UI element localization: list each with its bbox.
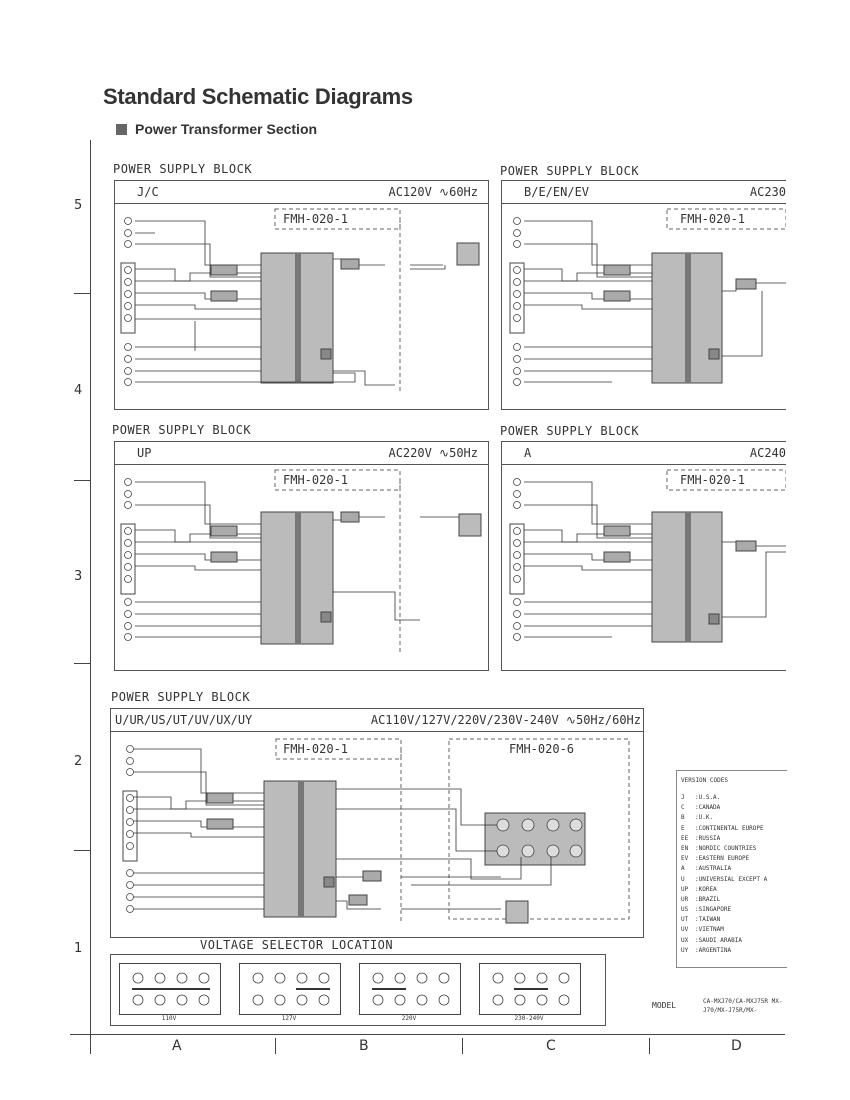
version-code-row	[677, 855, 787, 865]
grid-row-label: 1	[74, 941, 83, 956]
region-label: J/C	[137, 185, 159, 199]
version-name: :ARGENTINA	[695, 946, 732, 954]
version-code: UP	[681, 885, 689, 893]
version-name: :EASTERN EUROPE	[695, 855, 750, 863]
version-name: :VIETNAM	[695, 926, 724, 934]
grid-row-label: 4	[74, 383, 83, 398]
grid-row-label: 2	[74, 754, 83, 769]
block-title-jc: POWER SUPPLY BLOCK	[113, 162, 253, 176]
block-title-u: POWER SUPPLY BLOCK	[111, 690, 251, 704]
region-label: B/E/EN/EV	[524, 185, 590, 199]
version-code: B	[681, 814, 685, 822]
version-code-row	[677, 876, 787, 886]
version-code-row	[677, 814, 787, 824]
version-name: :KOREA	[695, 885, 717, 893]
grid-tick	[649, 1038, 650, 1054]
grid-tick	[74, 293, 90, 294]
version-name: :NORDIC COUNTRIES	[695, 844, 757, 852]
version-code-row	[677, 804, 787, 814]
model-label: FMH-020-1	[283, 473, 349, 487]
section-title-text: Power Transformer Section	[135, 121, 318, 137]
page-title: Standard Schematic Diagrams	[103, 84, 413, 109]
square-bullet-icon	[116, 124, 127, 135]
version-code: UY	[681, 946, 689, 954]
version-code: EN	[681, 844, 689, 852]
panel-u	[110, 708, 644, 938]
version-code: U	[681, 875, 685, 883]
selector-127v	[239, 963, 341, 1015]
version-name: :RUSSIA	[695, 834, 721, 842]
voltage-selector-title: VOLTAGE SELECTOR LOCATION	[200, 938, 394, 952]
selector-diagram	[360, 964, 460, 1014]
version-code-row	[677, 947, 787, 957]
selector-220v	[359, 963, 461, 1015]
version-codes-box	[676, 770, 787, 968]
model-label: FMH-020-1	[283, 742, 349, 756]
block-title-beenev: POWER SUPPLY BLOCK	[500, 164, 640, 178]
voltage-label: AC220V ∿50Hz	[388, 446, 478, 460]
voltage-selector-box	[110, 954, 606, 1026]
selector-label: 110V	[161, 1015, 177, 1022]
voltage-label: AC230	[749, 185, 786, 199]
version-name: :U.S.A.	[695, 794, 721, 801]
version-code-row	[677, 794, 787, 804]
model-label: FMH-020-1	[680, 212, 746, 226]
version-code-row	[677, 906, 787, 916]
section-title	[116, 121, 317, 137]
grid-tick	[74, 663, 90, 664]
grid-left-border	[90, 140, 91, 1054]
version-code-row	[677, 865, 787, 875]
version-code: UT	[681, 916, 689, 924]
version-name: :SINGAPORE	[695, 906, 732, 914]
version-code: UR	[681, 895, 689, 903]
grid-tick	[462, 1038, 463, 1054]
grid-bottom-border	[70, 1034, 785, 1035]
block-title-up: POWER SUPPLY BLOCK	[112, 423, 252, 437]
version-name: :UNIVERSIAL EXCEPT A	[695, 875, 768, 883]
grid-row-label: 3	[74, 569, 83, 584]
block-title-a: POWER SUPPLY BLOCK	[500, 424, 640, 438]
version-code: C	[681, 804, 685, 812]
version-code: UX	[681, 936, 689, 944]
version-code: A	[681, 865, 685, 873]
grid-tick	[74, 850, 90, 851]
version-codes-list	[677, 794, 787, 957]
panel-up	[114, 441, 489, 671]
version-name: :CANADA	[695, 804, 721, 812]
model-label: FMH-020-1	[283, 212, 349, 226]
version-code-row	[677, 835, 787, 845]
grid-col-label: A	[172, 1038, 182, 1054]
version-name: :CONTINENTAL EUROPE	[695, 824, 764, 832]
selector-diagram	[240, 964, 340, 1014]
version-code: US	[681, 906, 689, 914]
region-label: U/UR/US/UT/UV/UX/UY	[115, 713, 253, 727]
version-code-row	[677, 845, 787, 855]
selector-diagram	[120, 964, 220, 1014]
version-name: :TAIWAN	[695, 916, 721, 924]
version-name: :U.K.	[695, 814, 714, 822]
selector-diagram	[480, 964, 580, 1014]
model-label: FMH-020-1	[680, 473, 746, 487]
selector-label: 230-240V	[514, 1015, 544, 1022]
grid-col-label: D	[731, 1038, 742, 1054]
selector-230-240v	[479, 963, 581, 1015]
version-code-row	[677, 926, 787, 936]
grid-col-label: C	[546, 1038, 556, 1054]
version-code: UV	[681, 926, 689, 934]
model-label-2: FMH-020-6	[509, 742, 575, 756]
version-code: EE	[681, 834, 689, 842]
panel-beenev	[501, 180, 786, 410]
grid-col-label: B	[359, 1038, 369, 1054]
version-name: :SAUDI ARABIA	[695, 936, 742, 944]
region-label: A	[524, 446, 532, 460]
region-label: UP	[137, 446, 152, 460]
version-name: :AUSTRALIA	[695, 865, 732, 873]
model-value: CA-MXJ70/CA-MXJ75R MX-J70/MX-J75R/MX-	[703, 998, 783, 1014]
panel-jc	[114, 180, 489, 410]
selector-label: 220V	[401, 1015, 417, 1022]
grid-tick	[275, 1038, 276, 1054]
grid-row-label: 5	[74, 198, 83, 213]
selector-label: 127V	[281, 1015, 297, 1022]
version-codes-title: VERSION CODES	[681, 777, 728, 784]
version-code-row	[677, 825, 787, 835]
version-name: :BRAZIL	[695, 895, 721, 903]
version-code: J	[681, 794, 685, 801]
version-code-row	[677, 896, 787, 906]
version-code-row	[677, 937, 787, 947]
voltage-label: AC120V ∿60Hz	[388, 185, 478, 199]
version-code: EV	[681, 855, 689, 863]
version-code-row	[677, 916, 787, 926]
grid-tick	[74, 480, 90, 481]
version-code: E	[681, 824, 685, 832]
version-code-row	[677, 886, 787, 896]
voltage-label: AC240	[749, 446, 786, 460]
model-label: MODEL	[652, 1001, 677, 1010]
selector-110v	[119, 963, 221, 1015]
panel-a	[501, 441, 786, 671]
voltage-label: AC110V/127V/220V/230V-240V ∿50Hz/60Hz	[370, 713, 641, 727]
